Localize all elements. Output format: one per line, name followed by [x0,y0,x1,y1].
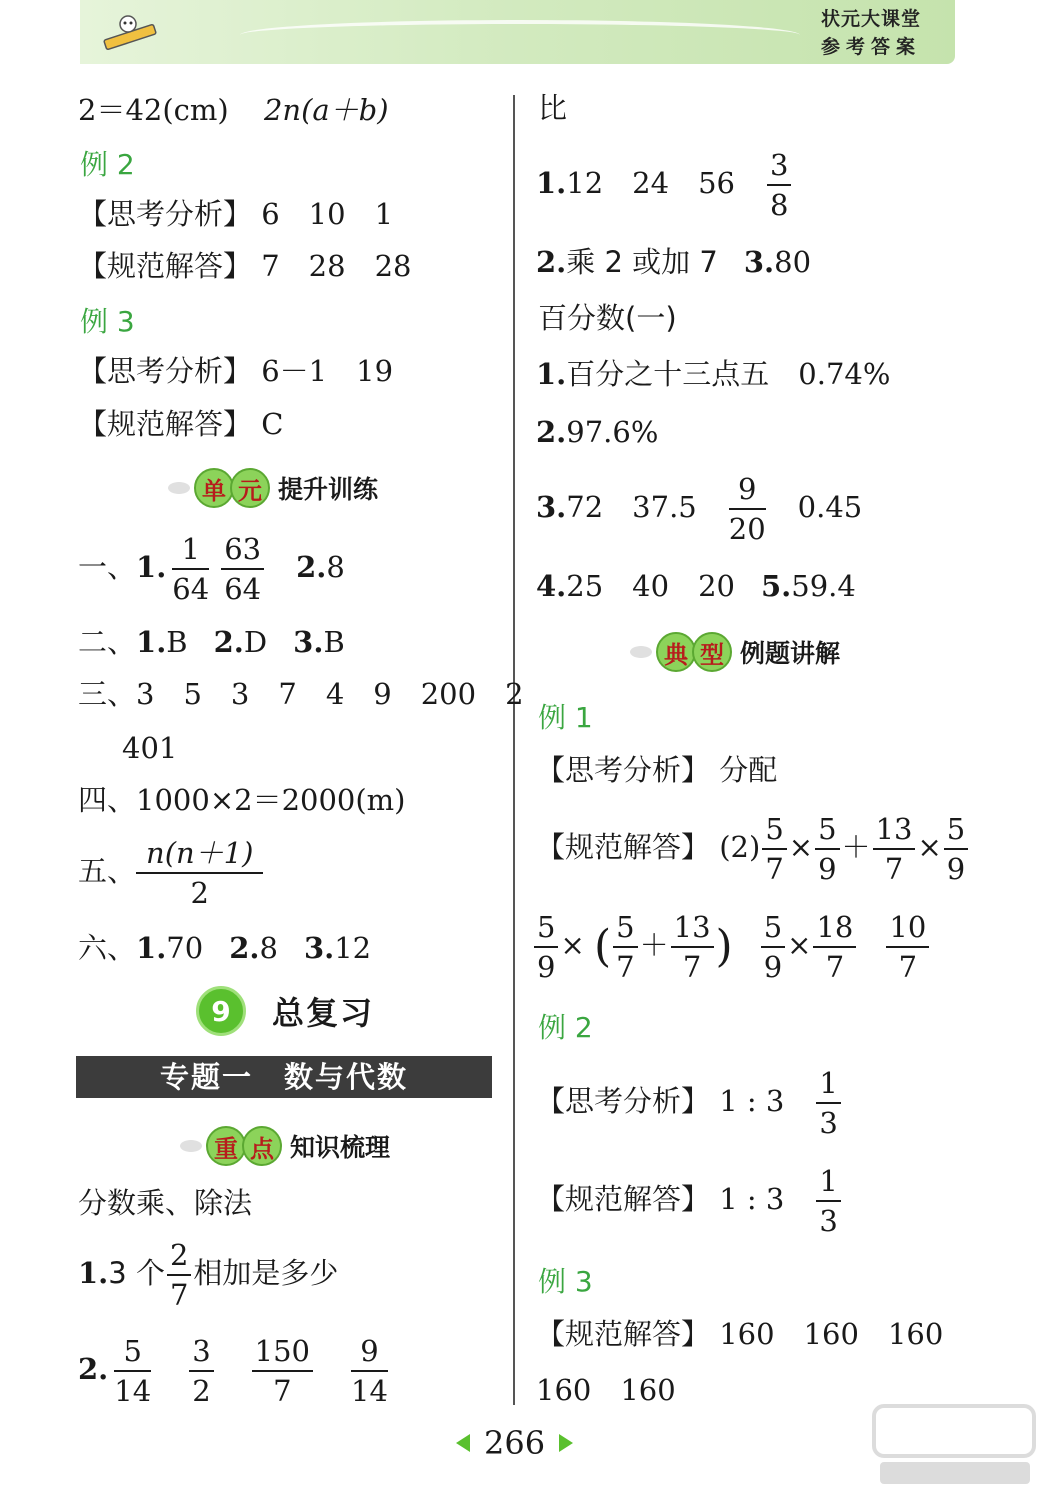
ex2-standard-answer [78,246,412,286]
fraction [189,1332,213,1410]
fraction [767,146,791,224]
answer: 0.45 [797,490,863,524]
denominator: 14 [114,1374,152,1408]
answer: 70 [166,931,204,965]
denominator: 20 [728,512,766,546]
label: 【规范解答】 [536,1317,711,1351]
right-arrow-icon [559,1434,573,1452]
numerator: 63 [221,530,264,570]
key-knowledge-banner [180,1126,390,1166]
subheading-fraction-ops: 分数乘、除法 [78,1186,253,1220]
denominator: 9 [537,950,556,984]
topic-bar: 专题一 数与代数 [76,1056,492,1098]
denominator: 7 [682,950,702,984]
numerator: 5 [534,908,558,948]
r-ex1-think-analysis [536,750,777,790]
page-number-text: 266 [484,1424,546,1462]
item-number: 1. [136,625,167,659]
banner-tail [630,646,652,658]
left-arrow-icon [456,1434,470,1452]
example-2-heading: 例 2 [80,148,135,181]
ex3-standard-answer [78,404,283,444]
answer: 百分之十三点五 0.74% [566,357,891,391]
answer: 1 : 3 [719,1084,785,1118]
denominator: 2 [192,1374,211,1408]
label: 【规范解答】 [536,1182,711,1216]
prefix: 六、 [78,931,137,965]
numerator: 5 [944,810,968,850]
answer: 3 5 3 7 4 9 200 2 [136,677,524,711]
item-number: 3. [303,931,335,965]
banner-char: 典 [656,632,696,672]
denominator: 9 [946,852,966,886]
denominator: 64 [224,572,262,606]
answer: 72 37.5 [566,490,697,524]
denominator: 8 [770,188,789,222]
answer: 160 160 160 [719,1317,944,1351]
answer: 8 [326,550,345,584]
item-number: 2. [536,245,567,279]
knowledge-item-2 [78,1332,394,1410]
item-number: 1. [136,931,167,965]
banner-char: 型 [692,632,732,672]
denominator: 9 [818,852,837,886]
label: 【规范解答】 [78,407,253,441]
banner-tail [180,1140,202,1152]
left-line-1 [78,90,389,130]
prefix: 四、 [78,783,137,817]
subheading-percent: 百分数(一) [538,301,677,335]
ex2-think-analysis [78,194,393,234]
fraction [114,1332,151,1410]
item-number: 1. [78,1256,109,1290]
label: 【思考分析】 [78,197,253,231]
header-tag-top: 状元大课堂 [820,8,921,30]
numerator: 18 [813,908,856,948]
item-number: 5. [761,569,792,603]
fraction [172,530,209,608]
answer: 1 : 3 [719,1182,785,1216]
fraction [886,908,929,986]
denominator: 9 [763,950,783,984]
numerator: 1 [172,530,209,570]
part-5-answers [78,834,269,912]
answer: 6 10 1 [261,197,394,231]
banner-char: 重 [206,1126,246,1166]
numerator: 5 [762,810,786,850]
answer: 12 24 56 [566,166,735,200]
item-number: 2. [78,1352,109,1386]
percent-item-1 [536,354,890,394]
denominator: 7 [169,1278,189,1312]
label: 【思考分析】 [536,1084,711,1118]
fraction [873,810,916,888]
r-ex1-standard-answer: 【规范解答】 (2) $\frac{5}{7}$ × $\frac{5}{9}$ ＋ $\frac{13}{7}$ × $\frac{5}{9}$ [536,810,970,888]
fraction [671,908,714,986]
section-heading [196,986,374,1036]
banner-char: 点 [242,1126,282,1166]
percent-item-4-5 [536,566,856,606]
prefix: 一、 [78,550,137,584]
item-number: 3. [293,625,324,659]
item-number: 2. [213,625,244,659]
prefix: 二、 [78,625,137,659]
header-wave-decoration [240,20,800,50]
numerator: 10 [886,908,929,948]
unit-training-banner [168,468,378,508]
answer: B [166,625,188,659]
denominator: 3 [819,1204,838,1238]
item-number: 4. [536,569,567,603]
r-example-2-heading: 例 2 [538,1011,593,1044]
denominator: 7 [825,950,845,984]
fraction [534,908,558,986]
fraction [167,1236,191,1314]
numerator: 5 [114,1332,151,1372]
numerator: 5 [613,908,637,948]
answer: 乘 2 或加 7 [566,245,718,279]
banner-label: 知识梳理 [290,1133,391,1162]
numerator: 13 [873,810,916,850]
answer: 25 40 20 [566,569,735,603]
numerator: 13 [671,908,714,948]
answer: 80 [774,245,812,279]
answer: 6－1 19 [261,354,394,388]
r-ex3-standard-answer [536,1314,943,1354]
section-title: 总复习 [272,994,375,1032]
denominator: 7 [884,852,904,886]
item-number: 2. [229,931,260,965]
numerator: 5 [815,810,839,850]
part-4-answers [78,780,406,820]
equation: 2＝42(cm) [78,93,229,127]
numerator: 9 [351,1332,388,1372]
part-3-continuation: 401 [122,731,178,765]
answer: 1000×2＝2000(m) [136,783,406,817]
expression: 2n(a＋b) [263,93,389,127]
r-example-3-heading: 例 3 [538,1265,593,1298]
numerator: 1 [816,1162,840,1202]
label: 【规范解答】 [78,249,253,283]
r-ex1-answer-line-2: $\frac{5}{9}$ × ( $\frac{5}{7}$ ＋ $\frac{13}{7}$ ) $\frac{5}{9}$ × $\frac{18}{7}$ $\frac{10}{7}$ [532,908,931,986]
numerator: n(n＋1) [136,834,263,874]
answer: B [323,625,345,659]
answer: 7 28 28 [261,249,412,283]
typical-examples-banner [630,632,840,672]
denominator: 64 [172,572,210,606]
header-tag-bottom: 参考答案 [820,36,921,58]
item-number: 1. [136,550,167,584]
banner-char: 单 [194,468,234,508]
fraction [816,1162,840,1240]
text: 3 个 [108,1256,165,1290]
numerator: 3 [189,1332,213,1372]
prefix: 五、 [78,854,137,888]
watermark-logo-icon [870,1400,1040,1490]
numerator: 5 [761,908,785,948]
banner-char: 元 [230,468,270,508]
answer: D [243,625,268,659]
denominator: 7 [898,950,918,984]
fraction [761,908,785,986]
banner-label: 例题讲解 [740,639,841,668]
fraction [351,1332,388,1410]
fraction [252,1332,313,1410]
numerator: 1 [816,1064,840,1104]
percent-item-3 [536,470,862,548]
denominator: 2 [190,876,209,910]
fraction [136,834,263,912]
numerator: 9 [729,470,766,510]
denominator: 7 [616,950,635,984]
r-ex3-continuation: 160 160 [536,1373,676,1407]
part-3-answers [78,674,524,714]
page-header [80,0,955,64]
subheading-ratio: 比 [538,91,568,125]
answer: 97.6% [566,415,659,449]
banner-label: 提升训练 [278,475,379,504]
denominator: 14 [351,1374,388,1408]
fraction [613,908,637,986]
denominator: 7 [765,852,784,886]
prefix: 三、 [78,677,137,711]
numerator: 3 [767,146,791,186]
fraction [729,470,766,548]
fraction [944,810,968,888]
answer: 12 [334,931,372,965]
fraction [816,1064,840,1142]
item-number: 2. [536,415,567,449]
item-number: 1. [536,357,567,391]
ex3-think-analysis [78,351,393,391]
answer: 分配 [719,753,778,787]
fraction [815,810,839,888]
column-divider [513,95,515,1405]
section-number-badge: 9 [196,986,246,1036]
item-number: 1. [536,166,567,200]
ratio-item-1 [536,146,797,224]
part-2-answers [78,622,345,662]
pencil-illustration-icon [98,10,168,56]
denominator: 7 [273,1374,292,1408]
answer: 8 [259,931,278,965]
banner-tail [168,482,190,494]
item-number: 3. [743,245,775,279]
example-3-heading: 例 3 [80,305,135,338]
fraction [762,810,786,888]
part-1-answers [78,530,345,608]
item-number: 2. [296,550,327,584]
label: 【思考分析】 [78,354,253,388]
example-1-heading: 例 1 [538,701,593,734]
ratio-item-2-3 [536,242,811,282]
denominator: 3 [819,1106,838,1140]
part-6-answers [78,928,371,968]
r-ex2-think-analysis [536,1064,847,1142]
page-number [456,1424,573,1462]
step: (2) [719,830,761,864]
fraction [813,908,856,986]
numerator: 150 [252,1332,313,1372]
numerator: 2 [167,1236,191,1276]
fraction [221,530,264,608]
label: 【思考分析】 [536,753,711,787]
text: 相加是多少 [193,1256,339,1290]
label: 【规范解答】 [536,830,711,864]
r-ex2-standard-answer [536,1162,847,1240]
percent-item-2 [536,412,658,452]
knowledge-item-1 [78,1236,338,1314]
header-tag [801,0,941,64]
answer: C [261,407,284,441]
item-number: 3. [536,490,567,524]
answer: 59.4 [791,569,856,603]
